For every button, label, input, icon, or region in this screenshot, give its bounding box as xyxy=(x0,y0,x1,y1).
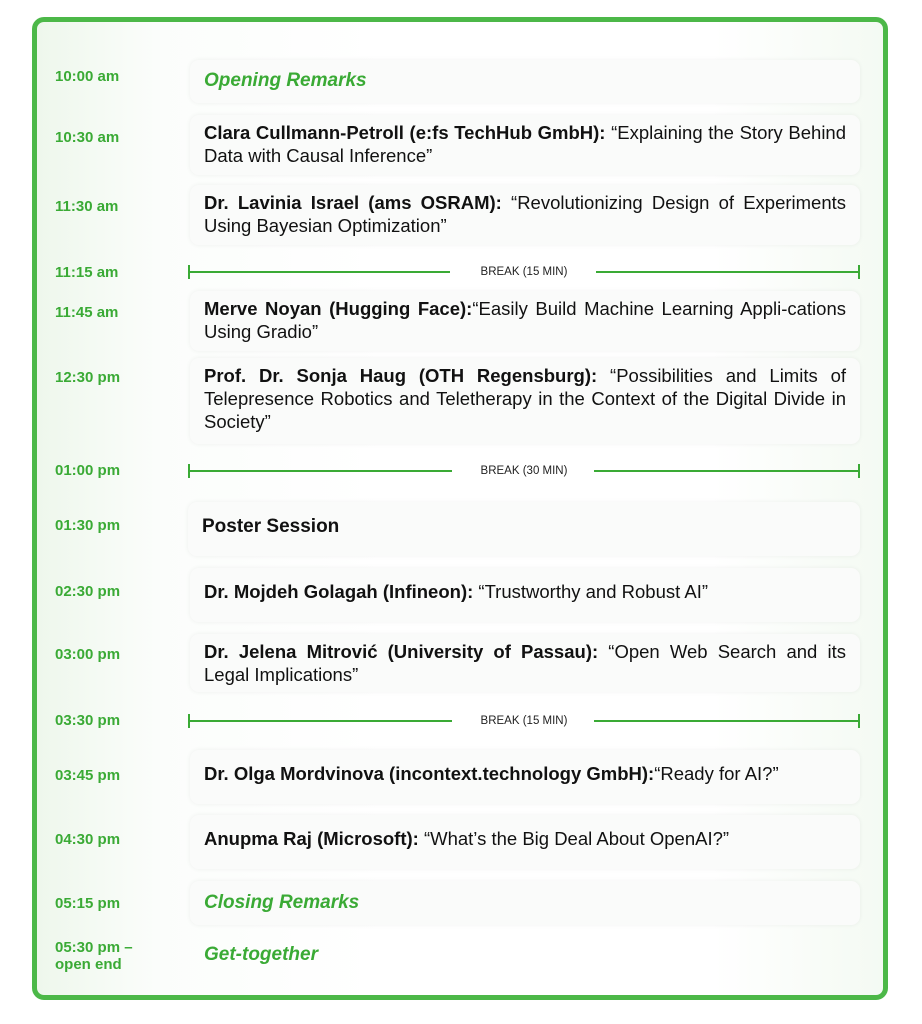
talk-card xyxy=(190,634,860,692)
time-label: 10:30 am xyxy=(55,129,120,146)
session-title: Get-together xyxy=(204,944,318,965)
session-card xyxy=(190,934,860,978)
time-label: 01:00 pm xyxy=(55,462,121,479)
speaker-name: Anupma Raj (Microsoft): xyxy=(204,828,419,849)
session-title: Opening Remarks xyxy=(204,70,367,91)
time-label: 02:30 pm xyxy=(55,583,121,600)
session-card xyxy=(190,60,860,103)
speaker-name: Clara Cullmann-Petroll (e:fs TechHub GmbH): xyxy=(204,122,606,143)
speaker-name: Dr. Mojdeh Golagah (Infineon): xyxy=(204,581,474,602)
talk-card xyxy=(190,185,860,245)
session-card xyxy=(188,502,860,556)
time-label: 03:45 pm xyxy=(55,767,121,784)
time-label: 05:15 pm xyxy=(55,895,121,912)
break-label: BREAK (30 MIN) xyxy=(480,465,568,477)
time-label: 10:00 am xyxy=(55,68,120,85)
time-label: 11:45 am xyxy=(55,304,119,321)
break-label: BREAK (15 MIN) xyxy=(480,715,568,727)
time-label: 12:30 pm xyxy=(55,369,121,386)
speaker-name: Prof. Dr. Sonja Haug (OTH Regensburg): xyxy=(204,365,598,386)
time-label: 11:30 am xyxy=(55,198,119,215)
session-title: Poster Session xyxy=(202,516,340,537)
talk-card xyxy=(190,750,860,804)
talk-title: “What’s the Big Deal About OpenAI?” xyxy=(423,828,730,849)
speaker-name: Dr. Lavinia Israel (ams OSRAM): xyxy=(204,192,502,213)
talk-card xyxy=(190,815,860,869)
talk-title: “Ready for AI?” xyxy=(654,763,779,784)
session-title: Closing Remarks xyxy=(204,892,360,913)
speaker-name: Dr. Jelena Mitrović (University of Passau): xyxy=(204,641,599,662)
time-label: 04:30 pm xyxy=(55,831,121,848)
talk-title: “Revolutionizing Design of Experiments Using Bayesian Optimization” xyxy=(204,192,847,236)
talk-card xyxy=(190,115,860,175)
talk-title: “Explaining the Story Behind Data with Causal Inference” xyxy=(204,122,847,166)
talk-title: “Easily Build Machine Learning Appli-cations Using Gradio” xyxy=(204,298,847,342)
talk-card xyxy=(190,568,860,622)
speaker-name: Merve Noyan (Hugging Face): xyxy=(204,298,473,319)
time-label: 03:30 pm xyxy=(55,712,121,729)
talk-title: “Open Web Search and its Legal Implications” xyxy=(204,641,846,685)
break-divider xyxy=(188,265,860,279)
break-divider xyxy=(188,464,860,478)
break-divider xyxy=(188,714,860,728)
talk-title: “Trustworthy and Robust AI” xyxy=(478,581,709,602)
time-label: 11:15 am xyxy=(55,264,119,281)
talk-title: “Possibilities and Limits of Telepresence Robotics and Teletherapy in the Context of the Digital Divide in Society” xyxy=(204,365,846,432)
talk-card xyxy=(190,291,860,351)
time-label: 05:30 pm – open end xyxy=(55,939,133,973)
time-label: 03:00 pm xyxy=(55,646,121,663)
time-label: 01:30 pm xyxy=(55,517,121,534)
session-card xyxy=(190,881,860,925)
break-label: BREAK (15 MIN) xyxy=(480,266,568,278)
speaker-name: Dr. Olga Mordvinova (incontext.technology GmbH): xyxy=(204,763,655,784)
talk-card xyxy=(190,358,860,444)
